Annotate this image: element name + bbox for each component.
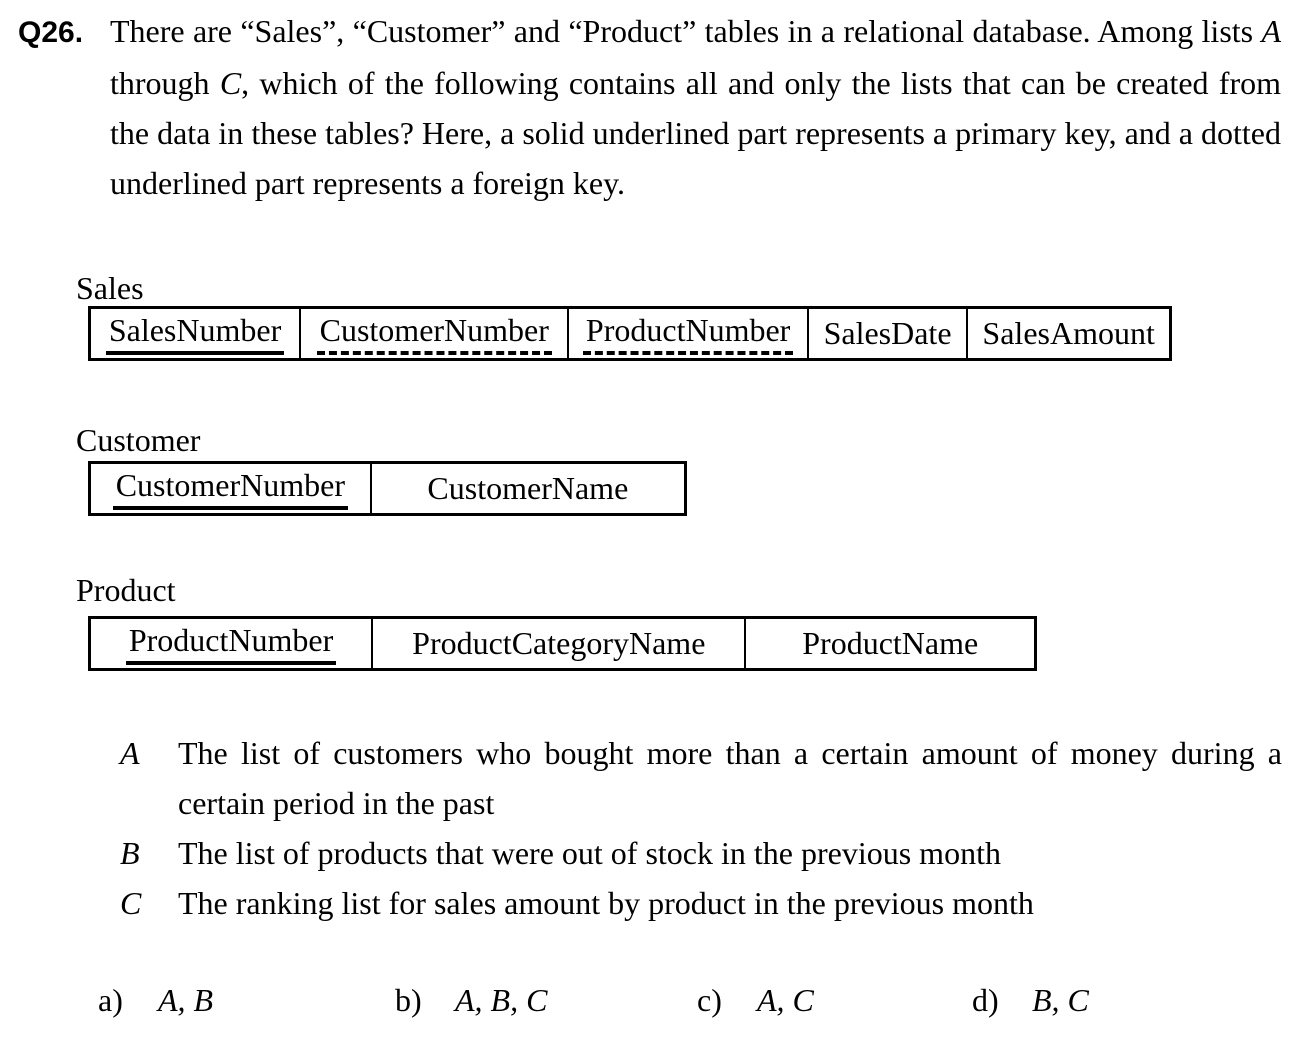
option-c <box>697 975 814 1025</box>
list-item-text: The list of customers who bought more than a certain amount of money during a certain period in the past <box>178 735 1282 821</box>
question-segment: , which of the following contains all and only the lists that can be created from the data in these tables? Here, a solid underlined part represents a primary key, and a dotted underlined part represents a foreign key. <box>110 65 1282 201</box>
column-text: SalesAmount <box>982 315 1155 351</box>
column-sales-number <box>91 309 299 358</box>
list-item-letter: A <box>120 735 140 771</box>
option-a <box>98 975 213 1025</box>
option-value: A, B, C <box>455 982 548 1018</box>
question-number: Q26. <box>18 16 84 49</box>
question-segment: through <box>110 65 220 101</box>
column-text: ProductName <box>802 625 979 661</box>
list-item-letter: C <box>120 885 142 921</box>
option-label: d) <box>972 982 999 1018</box>
table-label-product: Product <box>76 572 176 608</box>
column-customer-number <box>91 464 370 513</box>
column-sales-date <box>807 309 967 358</box>
table-label-customer: Customer <box>76 422 201 458</box>
column-customer-number-fk <box>299 309 567 358</box>
primary-key-underline: ProductNumber <box>126 622 336 665</box>
option-d <box>972 975 1089 1025</box>
option-label: a) <box>98 982 123 1018</box>
column-text: SalesDate <box>823 315 952 351</box>
column-product-category-name <box>371 619 744 668</box>
option-value: A, B <box>158 982 214 1018</box>
foreign-key-underline: ProductNumber <box>583 312 793 355</box>
column-text: ProductCategoryName <box>412 625 706 661</box>
list-item-c <box>120 878 1282 928</box>
list-item-b <box>120 828 1282 878</box>
option-value: A, C <box>757 982 814 1018</box>
list-item-text: The list of products that were out of stock in the previous month <box>178 835 1001 871</box>
primary-key-underline: CustomerNumber <box>113 467 348 510</box>
question-segment: There are “Sales”, “Customer” and “Product” tables in a relational database. Among lists <box>110 13 1262 49</box>
column-product-name <box>744 619 1034 668</box>
list-item-letter: B <box>120 835 140 871</box>
column-product-number <box>91 619 371 668</box>
column-product-number-fk <box>567 309 806 358</box>
answer-options <box>0 975 1298 1030</box>
option-b <box>395 975 547 1025</box>
primary-key-underline: SalesNumber <box>106 312 284 355</box>
option-value: B, C <box>1032 982 1089 1018</box>
question-segment-list-c: C <box>219 65 242 101</box>
column-customer-name <box>370 464 684 513</box>
column-sales-amount <box>966 309 1169 358</box>
list-item-a <box>120 728 1282 828</box>
question-text <box>18 6 1281 208</box>
option-label: c) <box>697 982 722 1018</box>
table-product <box>88 616 1037 671</box>
table-label-sales: Sales <box>76 270 144 306</box>
table-sales <box>88 306 1172 361</box>
foreign-key-underline: CustomerNumber <box>317 312 552 355</box>
column-text: CustomerName <box>427 470 629 506</box>
statement-list <box>120 728 1282 928</box>
option-label: b) <box>395 982 422 1018</box>
list-item-text: The ranking list for sales amount by product in the previous month <box>178 885 1034 921</box>
question-segment-list-a: A <box>1261 13 1281 49</box>
table-customer <box>88 461 687 516</box>
